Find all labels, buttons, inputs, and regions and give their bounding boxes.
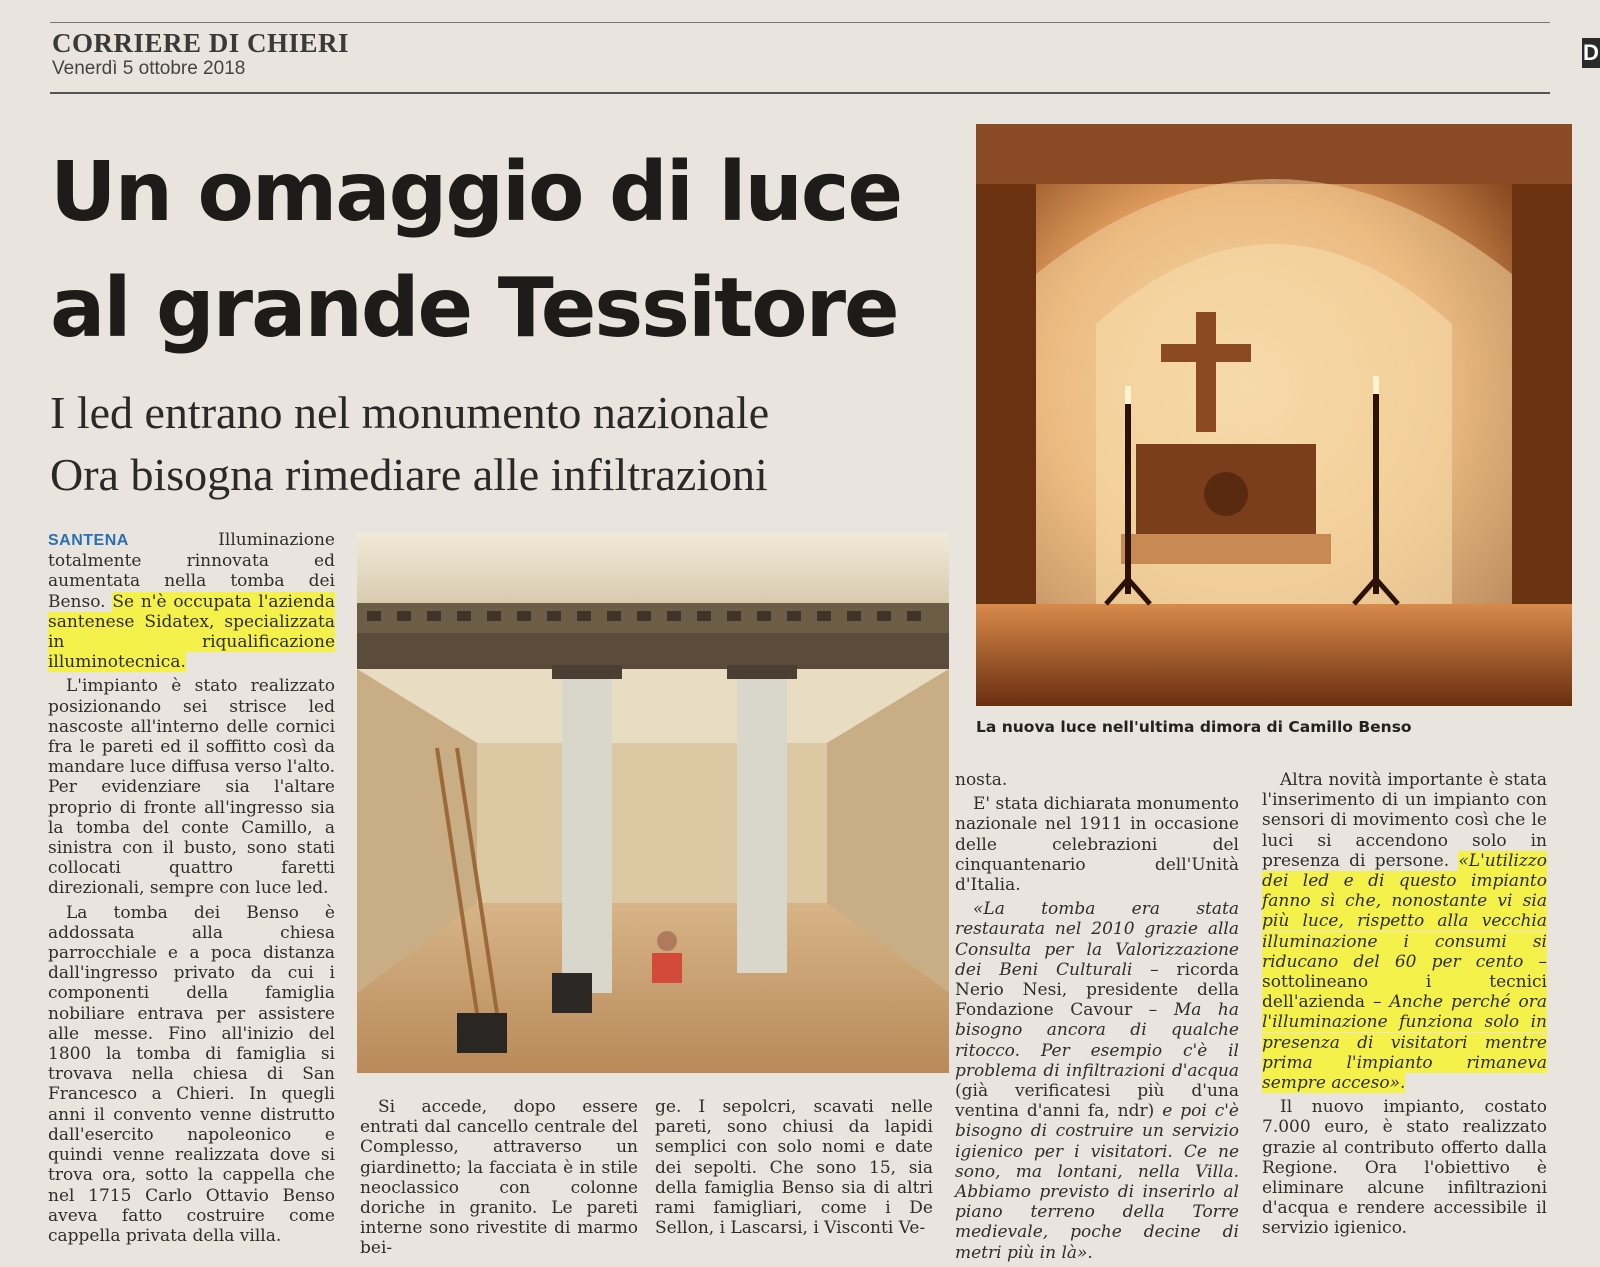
quote-aside: (già verificatesi più d'una ventina d'anni fa, ndr) [955, 1081, 1239, 1122]
chapel-photo [976, 124, 1572, 706]
col1-paragraph-2: L'impianto è stato realizzato posizionando sei strisce led nascoste all'interno delle cornici fra le pareti ed il soffitto così da mandare luce diffusa verso l'alto. Per evidenziare sia l'altare proprio di fronte all'ingresso sia la tomba del conte Camillo, a sinistra con il busto, sono stati collocati quattro faretti direzionali, sempre con luce led. [48, 676, 335, 899]
column-4 [955, 770, 1239, 1267]
col1-p1-highlight: Se n'è occupata l'azienda santenese Sidatex, specializzata in riqualificazione illuminotecnica. [48, 591, 335, 673]
col5-quote-highlight-2: Anche perché ora l'illuminazione funziona solo in presenza di visitatori mentre prima l'impianto rimaneva sempre acceso». [1262, 992, 1547, 1094]
col4-paragraph-1: nosta. [955, 770, 1008, 790]
quote-part-2: Ma ha bisogno ancora di qualche ritocco. Per esempio c'è il problema di infiltrazioni d'acqua [955, 1000, 1239, 1081]
tomb-interior-photo [357, 533, 949, 1073]
column-5 [1262, 770, 1547, 1243]
col4-paragraph-2: E' stata dichiarata monumento nazionale nel 1911 in occasione delle celebrazioni del cinquantenario dell'Unità d'Italia. [955, 794, 1239, 896]
masthead: CORRIERE DI CHIERI [52, 28, 350, 58]
col5-quote-highlight-1: «L'utilizzo dei led e di questo impianto fanno sì che, nonostante vi sia più luce, rispetto alla vecchia illuminazione i consumi si riducano del 60 per cento [1262, 850, 1547, 972]
col4-paragraph-3 [955, 899, 1239, 1263]
quote-attribution: – ricorda Nerio Nesi, presidente della Fondazione Cavour – [955, 959, 1239, 1021]
headline-line-2: al grande Tessitore [50, 261, 898, 356]
col5-quote-attribution: – sottolineano i tecnici dell'azienda – [1262, 951, 1548, 1013]
subhead-line-2: Ora bisogna rimediare alle infiltrazioni [50, 449, 768, 500]
top-rule [50, 22, 1550, 23]
photo-caption: La nuova luce nell'ultima dimora di Camillo Benso [976, 718, 1412, 736]
subhead-line-1: I led entrano nel monumento nazionale [50, 387, 770, 438]
col3-paragraph: ge. I sepolcri, scavati nelle pareti, sono chiusi da lapidi semplici con solo nomi e date dei sepolti. Che sono 15, sia della famiglia Benso sia di altri rami famigliari, come i De Sellon, i Lascarsi, i Visconti Ve- [655, 1097, 933, 1239]
header-rule [50, 92, 1550, 94]
col1-p1-text: Illuminazione totalmente rinnovata ed aumentata nella tomba dei Benso. [48, 530, 335, 612]
publication-date: Venerdì 5 ottobre 2018 [52, 58, 246, 79]
kicker: SANTENA [48, 532, 129, 549]
column-3 [655, 1097, 933, 1242]
column-2 [360, 1097, 638, 1263]
col5-paragraph-1 [1262, 770, 1547, 1093]
col5-p1-text: Altra novità importante è stata l'inserimento di un impianto con sensori di movimento così che le luci si accendono solo in presenza di persone. [1262, 770, 1547, 871]
column-1 [48, 530, 335, 1250]
col5-paragraph-2: Il nuovo impianto, costato 7.000 euro, è stato realizzato grazie al contributo offerto dalla Regione. Ora l'obiettivo è eliminare alcune infiltrazioni d'acqua e rendere accessibile il servizio igienico. [1262, 1097, 1547, 1239]
col2-paragraph: Si accede, dopo essere entrati dal cancello centrale del Complesso, attraverso un giardinetto; la facciata è in stile neoclassico con colonne doriche in granito. Le pareti interne sono rivestite di marmo bei- [360, 1097, 638, 1259]
quote-part-3: e poi c'è bisogno di costruire un servizio igienico per i visitatori. Ce ne sono, ma lontani, nella Villa. Abbiamo previsto di inserirlo al piano terreno della Torre medievale, poche decine di metri più in là». [955, 1101, 1239, 1263]
quote-part-1: «La tomba era stata restaurata nel 2010 grazie alla Consulta per la Valorizzazione dei Beni Culturali [955, 899, 1239, 980]
headline-line-1: Un omaggio di luce [50, 145, 902, 240]
next-page-letter: D [1582, 38, 1600, 68]
col1-paragraph-3: La tomba dei Benso è addossata alla chiesa parrocchiale e a poca distanza dall'ingresso privato da cui i componenti della famiglia nobiliare entrava per assistere alle messe. Fino all'inizio del 1800 la tomba di famiglia si trovava nella chiesa di San Francesco a Chieri. In quegli anni il convento venne distrutto dall'esercito napoleonico e quindi venne realizzata dove si trova ora, sotto la cappella che nel 1715 Carlo Ottavio Benso aveva fatto costruire come cappella privata della villa. [48, 902, 335, 1246]
